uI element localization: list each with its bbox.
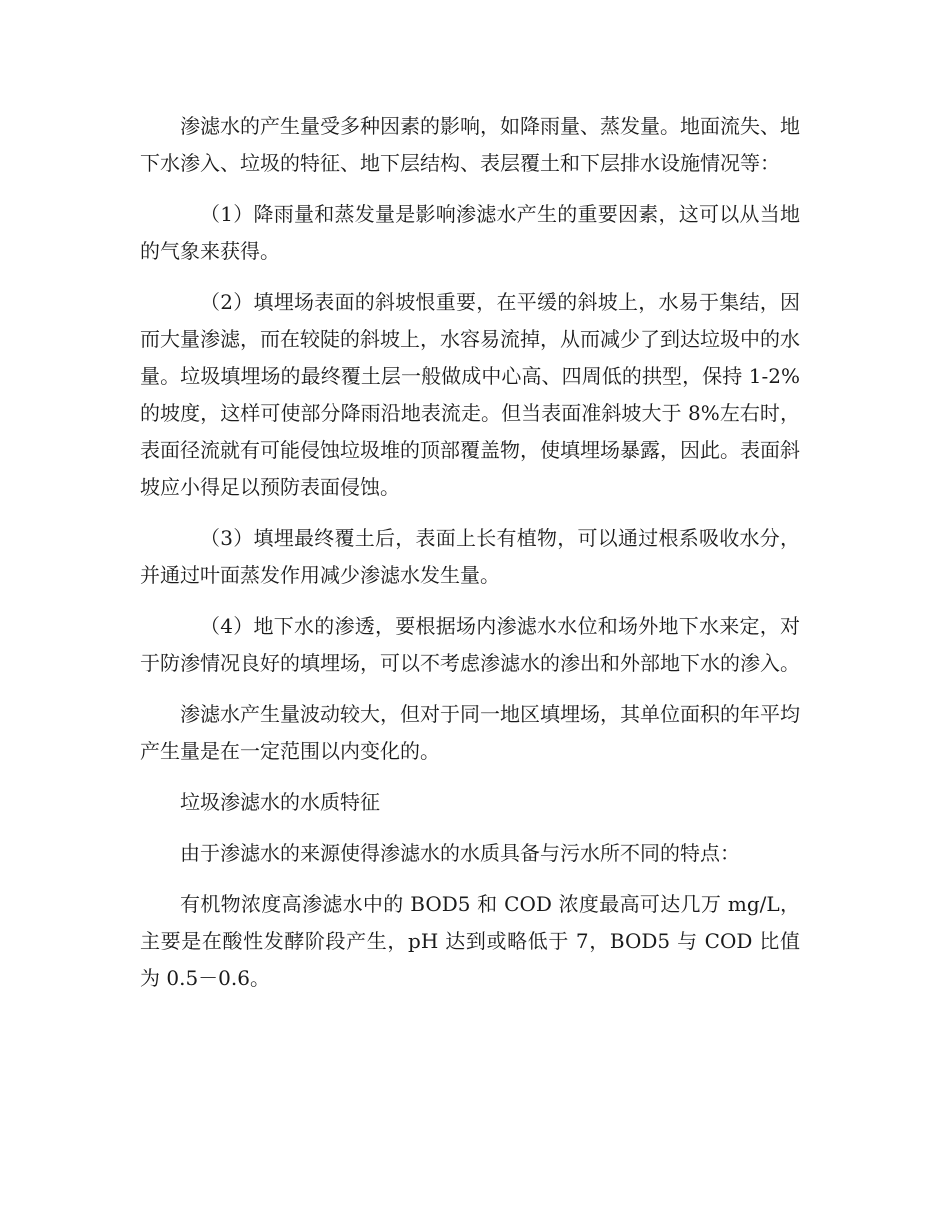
- section-heading: 垃圾渗滤水的水质特征: [180, 790, 380, 814]
- factor-1-paragraph: （1）降雨量和蒸发量是影响渗滤水产生的重要因素，这可以从当地的气象来获得。: [140, 202, 800, 263]
- summary-paragraph: 渗滤水产生量波动较大，但对于同一地区填埋场，其单位面积的年平均产生量是在一定范围以内变化的。: [140, 702, 800, 763]
- characteristics-intro-paragraph: 由于渗滤水的来源使得渗滤水的水质具备与污水所不同的特点：: [180, 841, 740, 865]
- intro-paragraph: 渗滤水的产生量受多种因素的影响，如降雨量、蒸发量。地面流失、地下水渗入、垃圾的特征、地下层结构、表层覆土和下层排水设施情况等：: [140, 114, 800, 175]
- factor-4-paragraph: （4）地下水的渗透，要根据场内渗滤水水位和场外地下水来定，对于防渗情况良好的填埋场，可以不考虑渗滤水的渗出和外部地下水的渗入。: [140, 614, 800, 675]
- organic-concentration-paragraph: 有机物浓度高渗滤水中的 BOD5 和 COD 浓度最高可达几万 mg/L，主要是在酸性发酵阶段产生，pH 达到或略低于 7，BOD5 与 COD 比值为 0.5－0.6。: [140, 892, 800, 990]
- factor-3-paragraph: （3）填埋最终覆土后，表面上长有植物，可以通过根系吸收水分，并通过叶面蒸发作用减少渗滤水发生量。: [140, 526, 800, 587]
- factor-2-paragraph: （2）填埋场表面的斜坡恨重要，在平缓的斜坡上，水易于集结，因而大量渗滤，而在较陡的斜坡上，水容易流掉，从而减少了到达垃圾中的水量。垃圾填埋场的最终覆土层一般做成中心高、四周低的拱型，保持 1-2%的坡度，这样可使部分降雨沿地表流走。但当表面准斜坡大于 8%左右时，表面径流就有可能侵蚀垃圾堆的顶部覆盖物，使填埋场暴露，因此。表面斜坡应小得足以预防表面侵蚀。: [140, 290, 800, 499]
- document-body: [140, 108, 800, 1011]
